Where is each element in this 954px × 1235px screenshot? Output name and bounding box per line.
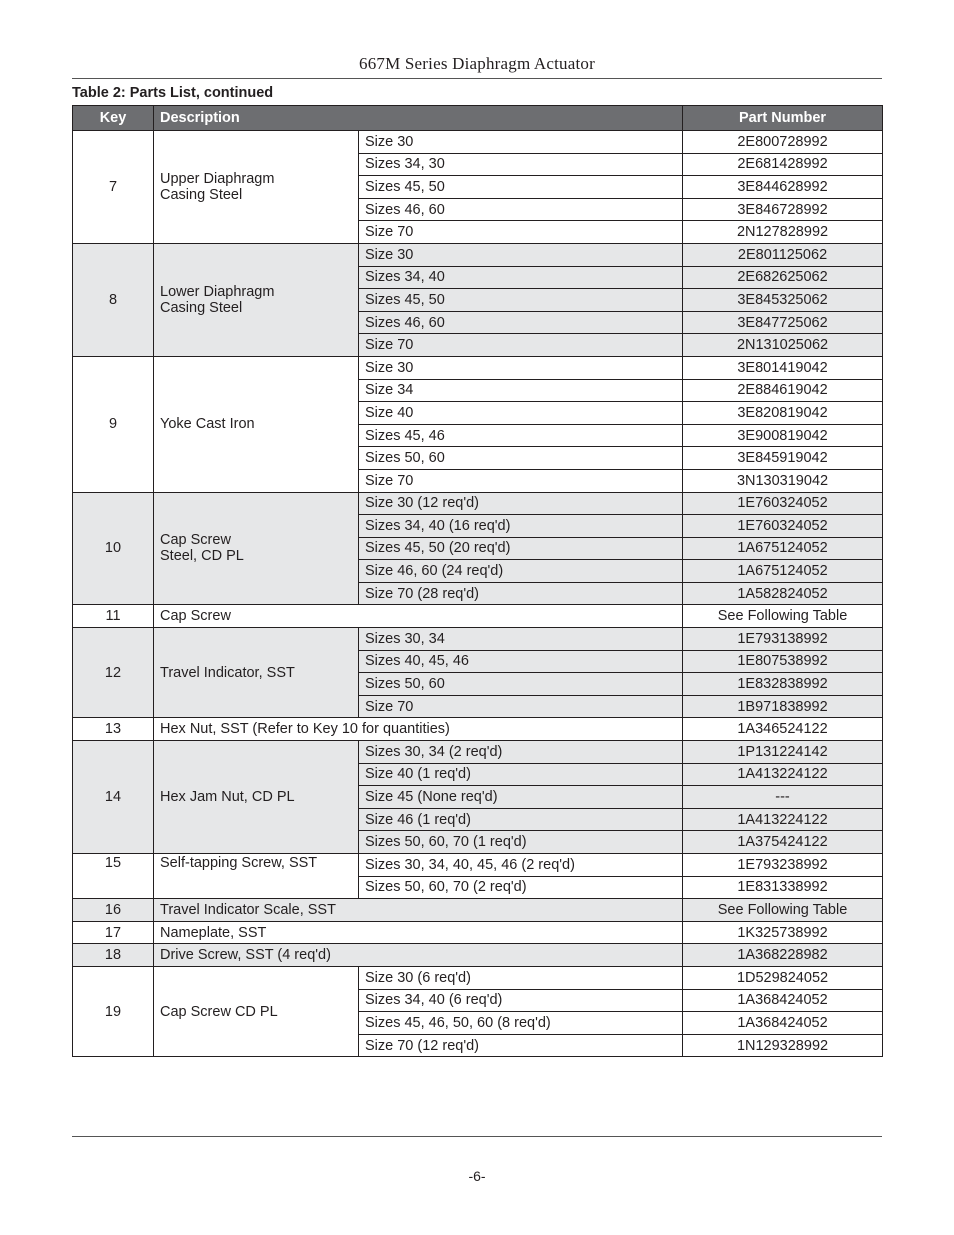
table-header bbox=[73, 106, 883, 131]
part-number-cell: See Following Table bbox=[683, 605, 883, 628]
description-cell: Cap Screw CD PL bbox=[154, 966, 359, 1056]
part-group bbox=[73, 356, 883, 492]
description-cell: Hex Nut, SST (Refer to Key 10 for quantities) bbox=[154, 718, 683, 741]
part-number-cell: 1E831338992 bbox=[683, 876, 883, 899]
key-cell: 12 bbox=[73, 628, 154, 718]
table-row bbox=[73, 899, 883, 922]
size-cell: Size 40 bbox=[359, 402, 683, 425]
key-cell: 13 bbox=[73, 718, 154, 741]
table-row bbox=[73, 718, 883, 741]
part-number-cell: 1E760324052 bbox=[683, 515, 883, 538]
key-cell: 15 bbox=[73, 854, 154, 899]
key-cell: 18 bbox=[73, 944, 154, 967]
part-number-cell: 1E832838992 bbox=[683, 673, 883, 696]
part-number-cell: 1A582824052 bbox=[683, 582, 883, 605]
size-cell: Sizes 50, 60 bbox=[359, 673, 683, 696]
header-rule bbox=[72, 78, 882, 79]
description-cell: Drive Screw, SST (4 req'd) bbox=[154, 944, 683, 967]
key-cell: 8 bbox=[73, 243, 154, 356]
size-cell: Sizes 50, 60 bbox=[359, 447, 683, 470]
part-number-cell: 1P131224142 bbox=[683, 741, 883, 764]
part-group bbox=[73, 243, 883, 356]
part-number-cell: 2E801125062 bbox=[683, 243, 883, 266]
footer-rule bbox=[72, 1136, 882, 1137]
size-cell: Size 40 (1 req'd) bbox=[359, 763, 683, 786]
size-cell: Sizes 30, 34 bbox=[359, 628, 683, 651]
size-cell: Size 46 (1 req'd) bbox=[359, 808, 683, 831]
part-group bbox=[73, 492, 883, 605]
description-cell: Cap Screw bbox=[154, 605, 683, 628]
document-title: 667M Series Diaphragm Actuator bbox=[359, 54, 595, 73]
description-cell: Self-tapping Screw, SST bbox=[154, 854, 359, 899]
description-cell: Hex Jam Nut, CD PL bbox=[154, 741, 359, 854]
part-group bbox=[73, 605, 883, 628]
part-group bbox=[73, 718, 883, 741]
description-cell: Upper Diaphragm Casing Steel bbox=[154, 131, 359, 244]
part-number-cell: 2E681428992 bbox=[683, 153, 883, 176]
part-number-cell: 3E845325062 bbox=[683, 289, 883, 312]
description-cell: Lower Diaphragm Casing Steel bbox=[154, 243, 359, 356]
size-cell: Sizes 40, 45, 46 bbox=[359, 650, 683, 673]
page-number: -6- bbox=[468, 1168, 486, 1184]
table-caption: Table 2: Parts List, continued bbox=[72, 85, 274, 101]
part-number-cell: 2E800728992 bbox=[683, 131, 883, 154]
description-cell: Cap Screw Steel, CD PL bbox=[154, 492, 359, 605]
table-row bbox=[73, 921, 883, 944]
key-cell: 10 bbox=[73, 492, 154, 605]
part-group bbox=[73, 131, 883, 244]
part-group bbox=[73, 966, 883, 1056]
size-cell: Sizes 45, 46 bbox=[359, 424, 683, 447]
part-group bbox=[73, 741, 883, 854]
part-group bbox=[73, 921, 883, 944]
part-number-cell: 1A368228982 bbox=[683, 944, 883, 967]
column-header-part-number: Part Number bbox=[683, 106, 883, 131]
size-cell: Size 45 (None req'd) bbox=[359, 786, 683, 809]
part-group bbox=[73, 628, 883, 718]
part-number-cell: 1E793238992 bbox=[683, 854, 883, 877]
part-number-cell: 1A368424052 bbox=[683, 989, 883, 1012]
table-row bbox=[73, 854, 883, 877]
table-row bbox=[73, 492, 883, 515]
part-number-cell: 1D529824052 bbox=[683, 966, 883, 989]
size-cell: Sizes 45, 50 (20 req'd) bbox=[359, 537, 683, 560]
part-number-cell: 1B971838992 bbox=[683, 695, 883, 718]
size-cell: Sizes 46, 60 bbox=[359, 311, 683, 334]
size-cell: Size 30 bbox=[359, 356, 683, 379]
size-cell: Sizes 30, 34 (2 req'd) bbox=[359, 741, 683, 764]
part-number-cell: 1E760324052 bbox=[683, 492, 883, 515]
key-cell: 19 bbox=[73, 966, 154, 1056]
table-row bbox=[73, 944, 883, 967]
part-number-cell: 1A413224122 bbox=[683, 808, 883, 831]
part-number-cell: 1E793138992 bbox=[683, 628, 883, 651]
part-number-cell: 3E801419042 bbox=[683, 356, 883, 379]
size-cell: Size 70 bbox=[359, 334, 683, 357]
table-row bbox=[73, 741, 883, 764]
part-group bbox=[73, 854, 883, 899]
table-row bbox=[73, 131, 883, 154]
size-cell: Sizes 34, 30 bbox=[359, 153, 683, 176]
part-number-cell: 3E820819042 bbox=[683, 402, 883, 425]
part-group bbox=[73, 899, 883, 922]
size-cell: Sizes 45, 50 bbox=[359, 176, 683, 199]
part-number-cell: 3E900819042 bbox=[683, 424, 883, 447]
part-number-cell: 1A375424122 bbox=[683, 831, 883, 854]
size-cell: Sizes 45, 50 bbox=[359, 289, 683, 312]
key-cell: 16 bbox=[73, 899, 154, 922]
size-cell: Sizes 50, 60, 70 (2 req'd) bbox=[359, 876, 683, 899]
table-row bbox=[73, 628, 883, 651]
key-cell: 11 bbox=[73, 605, 154, 628]
size-cell: Size 30 bbox=[359, 131, 683, 154]
part-number-cell: 1E807538992 bbox=[683, 650, 883, 673]
size-cell: Size 46, 60 (24 req'd) bbox=[359, 560, 683, 583]
size-cell: Sizes 34, 40 (16 req'd) bbox=[359, 515, 683, 538]
key-cell: 14 bbox=[73, 741, 154, 854]
table-row bbox=[73, 966, 883, 989]
size-cell: Size 70 bbox=[359, 695, 683, 718]
part-number-cell: 1N129328992 bbox=[683, 1034, 883, 1057]
part-number-cell: 2N131025062 bbox=[683, 334, 883, 357]
description-cell: Travel Indicator Scale, SST bbox=[154, 899, 683, 922]
table-row bbox=[73, 356, 883, 379]
part-number-cell: 1K325738992 bbox=[683, 921, 883, 944]
size-cell: Sizes 46, 60 bbox=[359, 198, 683, 221]
part-number-cell: 1A675124052 bbox=[683, 560, 883, 583]
part-number-cell: 3N130319042 bbox=[683, 469, 883, 492]
part-number-cell: 3E844628992 bbox=[683, 176, 883, 199]
column-header-key: Key bbox=[73, 106, 154, 131]
size-cell: Sizes 45, 46, 50, 60 (8 req'd) bbox=[359, 1012, 683, 1035]
part-group bbox=[73, 944, 883, 967]
description-cell: Nameplate, SST bbox=[154, 921, 683, 944]
part-number-cell: See Following Table bbox=[683, 899, 883, 922]
key-cell: 17 bbox=[73, 921, 154, 944]
part-number-cell: 2E682625062 bbox=[683, 266, 883, 289]
key-cell: 9 bbox=[73, 356, 154, 492]
description-cell: Travel Indicator, SST bbox=[154, 628, 359, 718]
part-number-cell: --- bbox=[683, 786, 883, 809]
part-number-cell: 2E884619042 bbox=[683, 379, 883, 402]
part-number-cell: 1A368424052 bbox=[683, 1012, 883, 1035]
size-cell: Sizes 50, 60, 70 (1 req'd) bbox=[359, 831, 683, 854]
size-cell: Size 70 (12 req'd) bbox=[359, 1034, 683, 1057]
key-cell: 7 bbox=[73, 131, 154, 244]
size-cell: Sizes 30, 34, 40, 45, 46 (2 req'd) bbox=[359, 854, 683, 877]
part-number-cell: 2N127828992 bbox=[683, 221, 883, 244]
part-number-cell: 1A675124052 bbox=[683, 537, 883, 560]
table-row bbox=[73, 243, 883, 266]
size-cell: Sizes 34, 40 bbox=[359, 266, 683, 289]
size-cell: Size 70 bbox=[359, 469, 683, 492]
size-cell: Size 30 (6 req'd) bbox=[359, 966, 683, 989]
size-cell: Size 30 (12 req'd) bbox=[359, 492, 683, 515]
header-row bbox=[73, 106, 883, 131]
part-number-cell: 3E845919042 bbox=[683, 447, 883, 470]
description-cell: Yoke Cast Iron bbox=[154, 356, 359, 492]
size-cell: Size 70 (28 req'd) bbox=[359, 582, 683, 605]
part-number-cell: 1A346524122 bbox=[683, 718, 883, 741]
size-cell: Size 70 bbox=[359, 221, 683, 244]
size-cell: Sizes 34, 40 (6 req'd) bbox=[359, 989, 683, 1012]
table-row bbox=[73, 605, 883, 628]
part-number-cell: 3E847725062 bbox=[683, 311, 883, 334]
part-number-cell: 3E846728992 bbox=[683, 198, 883, 221]
parts-list-table bbox=[72, 105, 883, 1057]
part-number-cell: 1A413224122 bbox=[683, 763, 883, 786]
size-cell: Size 30 bbox=[359, 243, 683, 266]
column-header-description: Description bbox=[154, 106, 683, 131]
size-cell: Size 34 bbox=[359, 379, 683, 402]
